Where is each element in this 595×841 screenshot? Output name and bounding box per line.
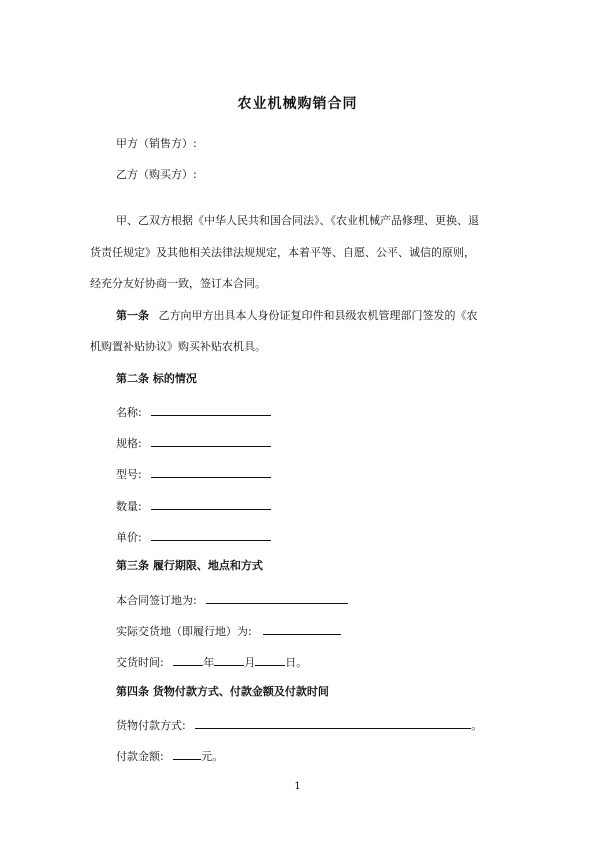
unit-price-blank[interactable] bbox=[151, 528, 271, 541]
year-label: 年 bbox=[203, 656, 215, 669]
intro-line-3: 经充分友好协商一致，签订本合同。 bbox=[90, 277, 266, 290]
payment-amount-row bbox=[116, 747, 223, 764]
name-row bbox=[116, 403, 271, 420]
spec-row bbox=[116, 434, 271, 451]
payment-amount-label: 付款金额: bbox=[116, 750, 164, 763]
article-1-line-2: 机购置补贴协议》购买补贴农机具。 bbox=[90, 340, 266, 353]
page-number: 1 bbox=[294, 781, 301, 792]
sign-place-row bbox=[116, 591, 348, 608]
spec-label: 规格: bbox=[116, 437, 142, 450]
party-b-line: 乙方（购买方）: bbox=[116, 168, 197, 181]
article-2-heading: 第二条 标的情况 bbox=[116, 372, 197, 385]
delivery-place-row bbox=[116, 622, 341, 639]
unit-price-label: 单价: bbox=[116, 531, 142, 544]
article-3-heading: 第三条 履行期限、地点和方式 bbox=[116, 559, 263, 572]
payment-method-end: 。 bbox=[471, 719, 483, 732]
delivery-place-blank[interactable] bbox=[263, 622, 341, 635]
sign-place-blank[interactable] bbox=[206, 591, 348, 604]
payment-amount-unit: 元。 bbox=[201, 750, 224, 763]
payment-method-row bbox=[116, 716, 482, 733]
month-label: 月 bbox=[244, 656, 256, 669]
intro-line-2: 货责任规定》及其他相关法律法规规定，本着平等、自愿、公平、诚信的原则， bbox=[90, 246, 475, 259]
payment-method-blank[interactable] bbox=[195, 716, 471, 729]
unit-price-row bbox=[116, 528, 271, 545]
payment-amount-blank[interactable] bbox=[173, 747, 201, 760]
quantity-label: 数量: bbox=[116, 500, 142, 513]
document-title: 农业机械购销合同 bbox=[237, 96, 358, 112]
name-label: 名称: bbox=[116, 406, 142, 419]
model-blank[interactable] bbox=[151, 465, 271, 478]
sign-place-label: 本合同签订地为: bbox=[116, 594, 197, 607]
intro-line-1: 甲、乙双方根据《中华人民共和国合同法》、《农业机械产品修理、更换、退 bbox=[116, 214, 479, 227]
spec-blank[interactable] bbox=[151, 434, 271, 447]
delivery-place-label: 实际交货地（即履行地）为: bbox=[116, 625, 252, 638]
article-1-text: 乙方向甲方出具本人身份证复印件和县级农机管理部门签发的《农 bbox=[158, 309, 478, 322]
name-blank[interactable] bbox=[151, 403, 271, 416]
delivery-year-blank[interactable] bbox=[173, 653, 203, 666]
model-row bbox=[116, 465, 271, 482]
article-1-line-1 bbox=[116, 309, 478, 323]
delivery-month-blank[interactable] bbox=[214, 653, 244, 666]
article-4-heading: 第四条 货物付款方式、付款金额及付款时间 bbox=[116, 685, 329, 698]
delivery-day-blank[interactable] bbox=[255, 653, 285, 666]
party-a-line: 甲方（销售方）: bbox=[116, 137, 197, 150]
day-label: 日。 bbox=[285, 656, 308, 669]
quantity-blank[interactable] bbox=[151, 497, 271, 510]
delivery-time-label: 交货时间: bbox=[116, 656, 164, 669]
quantity-row bbox=[116, 497, 271, 514]
payment-method-label: 货物付款方式: bbox=[116, 719, 186, 732]
model-label: 型号: bbox=[116, 468, 142, 481]
delivery-time-row bbox=[116, 653, 307, 670]
article-1-heading: 第一条 bbox=[116, 309, 149, 322]
